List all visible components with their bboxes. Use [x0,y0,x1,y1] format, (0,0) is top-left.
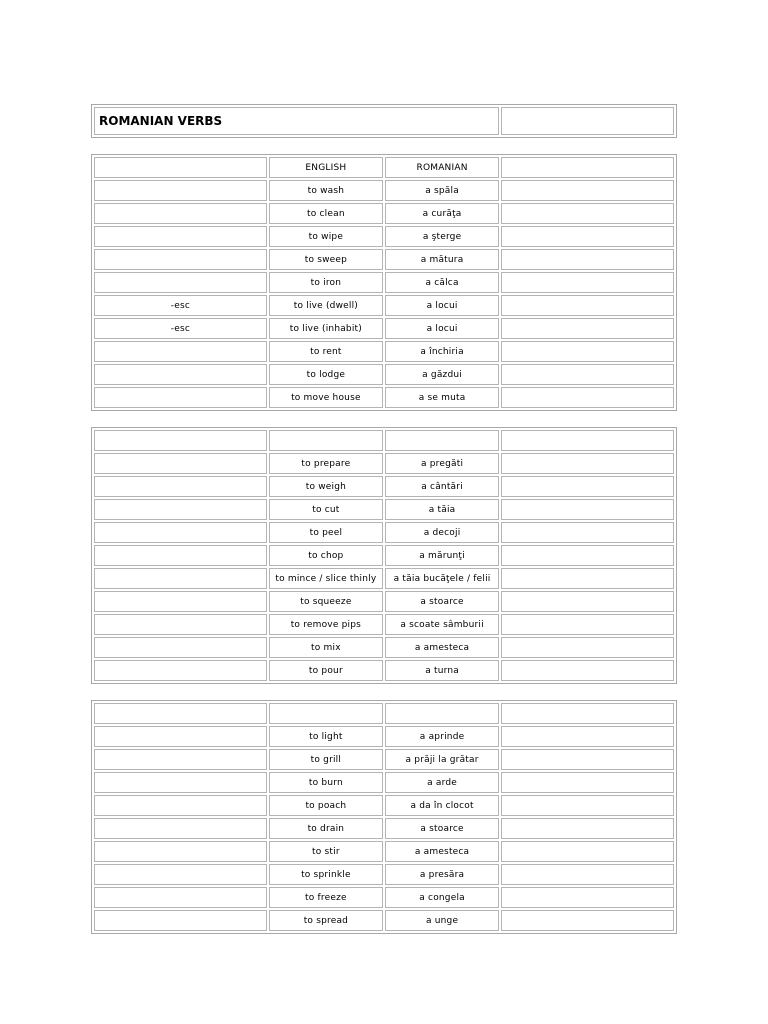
document-title: ROMANIAN VERBS [94,107,499,135]
table-header-row [94,157,674,178]
romanian-cell: a şterge [385,226,499,247]
empty-cell [501,660,674,681]
empty-cell [501,318,674,339]
note-cell [94,818,267,839]
table-blank-header-row [94,430,674,451]
romanian-cell: a amesteca [385,841,499,862]
english-cell: to rent [269,341,383,362]
title-row [94,107,674,135]
empty-cell [501,726,674,747]
romanian-cell: a turna [385,660,499,681]
english-cell: to live (dwell) [269,295,383,316]
english-cell: to grill [269,749,383,770]
table-row [94,387,674,408]
empty-cell [501,341,674,362]
romanian-cell: a amesteca [385,637,499,658]
empty-cell [501,568,674,589]
table-row [94,180,674,201]
romanian-cell: a călca [385,272,499,293]
header-romanian: ROMANIAN [385,157,499,178]
romanian-cell: a tăia [385,499,499,520]
empty-cell [501,637,674,658]
empty-cell [94,430,267,451]
romanian-cell: a tăia bucăţele / felii [385,568,499,589]
romanian-cell: a cântări [385,476,499,497]
note-cell [94,387,267,408]
note-cell [94,864,267,885]
english-cell: to wipe [269,226,383,247]
romanian-cell: a mărunţi [385,545,499,566]
english-cell: to remove pips [269,614,383,635]
note-cell [94,545,267,566]
header-note-cell [94,157,267,178]
english-cell: to mix [269,637,383,658]
english-cell: to squeeze [269,591,383,612]
empty-cell [501,749,674,770]
table-row [94,910,674,931]
note-cell [94,614,267,635]
romanian-cell: a scoate sâmburii [385,614,499,635]
english-cell: to sprinkle [269,864,383,885]
table-row [94,637,674,658]
empty-cell [501,430,674,451]
english-cell: to mince / slice thinly [269,568,383,589]
romanian-cell: a unge [385,910,499,931]
header-extra-cell [501,157,674,178]
empty-cell [501,295,674,316]
empty-cell [501,522,674,543]
empty-cell [501,453,674,474]
english-cell: to lodge [269,364,383,385]
english-cell: to wash [269,180,383,201]
table-row [94,726,674,747]
empty-cell [501,818,674,839]
verbs-table-household [91,154,677,411]
note-cell [94,660,267,681]
note-cell [94,364,267,385]
table-row [94,522,674,543]
table-row [94,841,674,862]
romanian-cell: a spăla [385,180,499,201]
note-cell [94,772,267,793]
english-cell: to burn [269,772,383,793]
note-cell [94,795,267,816]
note-cell [94,272,267,293]
table-row [94,795,674,816]
romanian-cell: a decoji [385,522,499,543]
english-cell: to pour [269,660,383,681]
empty-cell [385,430,499,451]
note-cell [94,591,267,612]
english-cell: to light [269,726,383,747]
note-cell [94,522,267,543]
english-cell: to drain [269,818,383,839]
table-row [94,545,674,566]
table-row [94,591,674,612]
table-row [94,818,674,839]
romanian-cell: a prăji la grătar [385,749,499,770]
note-cell [94,180,267,201]
romanian-cell: a găzdui [385,364,499,385]
table-row [94,772,674,793]
verbs-table-cooking [91,700,677,934]
empty-cell [501,772,674,793]
table-row [94,749,674,770]
romanian-cell: a presăra [385,864,499,885]
romanian-cell: a curăţa [385,203,499,224]
note-cell [94,910,267,931]
note-cell: -esc [94,295,267,316]
table-row [94,453,674,474]
romanian-cell: a da în clocot [385,795,499,816]
english-cell: to clean [269,203,383,224]
verbs-table-preparation [91,427,677,684]
empty-cell [501,795,674,816]
table-row [94,295,674,316]
table-row [94,203,674,224]
table-row [94,476,674,497]
romanian-cell: a stoarce [385,818,499,839]
english-cell: to iron [269,272,383,293]
empty-cell [501,864,674,885]
romanian-cell: a congela [385,887,499,908]
empty-cell [501,841,674,862]
table-row [94,499,674,520]
table-row [94,318,674,339]
empty-cell [501,272,674,293]
empty-cell [501,476,674,497]
note-cell [94,726,267,747]
note-cell [94,841,267,862]
empty-cell [501,910,674,931]
title-table [91,104,677,138]
romanian-cell: a arde [385,772,499,793]
empty-cell [269,703,383,724]
english-cell: to weigh [269,476,383,497]
empty-cell [501,614,674,635]
header-english: ENGLISH [269,157,383,178]
table-row [94,272,674,293]
empty-cell [501,387,674,408]
table-row [94,249,674,270]
table-row [94,864,674,885]
empty-cell [269,430,383,451]
note-cell [94,499,267,520]
empty-cell [385,703,499,724]
table-row [94,887,674,908]
empty-cell [501,249,674,270]
empty-cell [501,180,674,201]
note-cell [94,476,267,497]
empty-cell [94,703,267,724]
romanian-cell: a închiria [385,341,499,362]
english-cell: to freeze [269,887,383,908]
empty-cell [501,364,674,385]
romanian-cell: a mătura [385,249,499,270]
romanian-cell: a aprinde [385,726,499,747]
english-cell: to move house [269,387,383,408]
english-cell: to peel [269,522,383,543]
note-cell [94,749,267,770]
english-cell: to prepare [269,453,383,474]
note-cell [94,203,267,224]
note-cell [94,637,267,658]
table-row [94,568,674,589]
english-cell: to cut [269,499,383,520]
english-cell: to poach [269,795,383,816]
empty-cell [501,203,674,224]
romanian-cell: a locui [385,318,499,339]
romanian-cell: a pregăti [385,453,499,474]
empty-cell [501,545,674,566]
table-row [94,614,674,635]
title-empty-cell [501,107,674,135]
romanian-cell: a stoarce [385,591,499,612]
romanian-cell: a locui [385,295,499,316]
english-cell: to spread [269,910,383,931]
english-cell: to chop [269,545,383,566]
empty-cell [501,703,674,724]
english-cell: to stir [269,841,383,862]
english-cell: to live (inhabit) [269,318,383,339]
note-cell [94,568,267,589]
table-blank-header-row [94,703,674,724]
empty-cell [501,887,674,908]
note-cell [94,341,267,362]
empty-cell [501,499,674,520]
note-cell: -esc [94,318,267,339]
table-row [94,341,674,362]
romanian-cell: a se muta [385,387,499,408]
note-cell [94,453,267,474]
empty-cell [501,226,674,247]
note-cell [94,249,267,270]
table-row [94,226,674,247]
empty-cell [501,591,674,612]
english-cell: to sweep [269,249,383,270]
note-cell [94,226,267,247]
note-cell [94,887,267,908]
table-row [94,364,674,385]
table-row [94,660,674,681]
